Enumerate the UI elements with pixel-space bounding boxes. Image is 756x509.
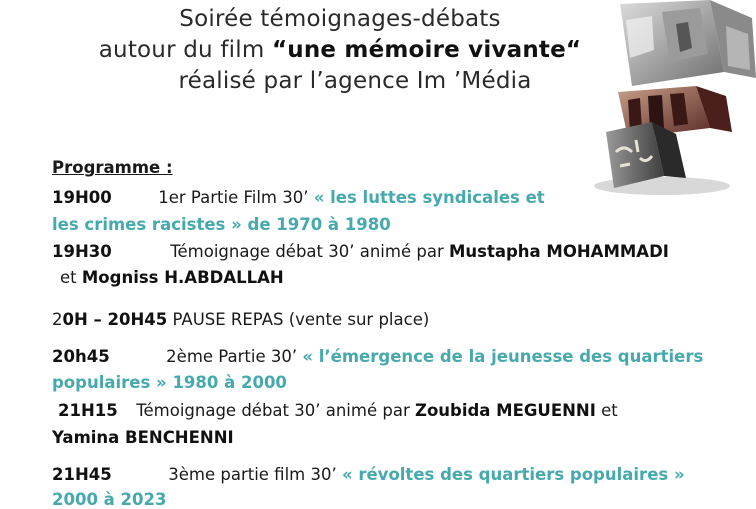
row-2-cont-name: Mogniss H.ABDALLAH	[81, 268, 284, 287]
row-5-text: Témoignage débat 30’ animé par	[136, 401, 415, 420]
film-title: “une mémoire vivante“	[271, 37, 582, 63]
film-collage-image	[592, 0, 756, 205]
time-2115: 21H15	[58, 401, 118, 420]
programme-title: Programme :	[52, 158, 173, 177]
schedule-row-6-cont: 2000 à 2023	[52, 490, 167, 509]
schedule-row-6	[52, 465, 685, 484]
time-1930: 19H30	[52, 242, 112, 261]
row-4-text: 2ème Partie 30’	[166, 347, 303, 366]
row-2-text: Témoignage débat 30’ animé par	[170, 242, 449, 261]
schedule-row-4	[52, 347, 703, 366]
time-2045: 20h45	[52, 347, 110, 366]
row-6-highlight: « révoltes des quartiers populaires »	[341, 465, 685, 484]
time-2145: 21H45	[52, 465, 112, 484]
time-1900: 19H00	[52, 188, 112, 207]
schedule-row-1	[52, 188, 545, 207]
row-6-text: 3ème partie film 30’	[168, 465, 342, 484]
row-5-name: Zoubida MEGUENNI	[414, 401, 596, 420]
header-line-2-prefix: autour du film	[98, 37, 272, 63]
header-line-1: Soirée témoignages-débats	[179, 6, 501, 32]
row-1-highlight: « les luttes syndicales et	[313, 188, 545, 207]
row-3-text: PAUSE REPAS (vente sur place)	[167, 310, 430, 329]
row-2-cont-prefix: et	[60, 268, 82, 287]
row-4-highlight: « l’émergence de la jeunesse des quartiers	[302, 347, 704, 366]
time-pause: 0H – 20H45	[62, 310, 168, 329]
event-header	[60, 0, 620, 97]
schedule-row-2	[52, 242, 669, 261]
row-2-name: Mustapha MOHAMMADI	[448, 242, 669, 261]
schedule-row-1-cont: les crimes racistes » de 1970 à 1980	[52, 215, 391, 234]
header-line-3: réalisé par l’agence Im ’Média	[178, 68, 532, 94]
schedule-row-3	[52, 310, 429, 329]
header-line-2	[60, 35, 620, 66]
row-5-post: et	[595, 401, 618, 420]
schedule-row-4-cont: populaires » 1980 à 2000	[52, 373, 287, 392]
schedule-row-5	[58, 401, 618, 420]
schedule-row-2-cont	[60, 268, 284, 287]
row-3-time-prefix: 2	[52, 310, 63, 329]
row-1-text: 1er Partie Film 30’	[158, 188, 314, 207]
schedule-row-5-cont: Yamina BENCHENNI	[52, 428, 234, 447]
